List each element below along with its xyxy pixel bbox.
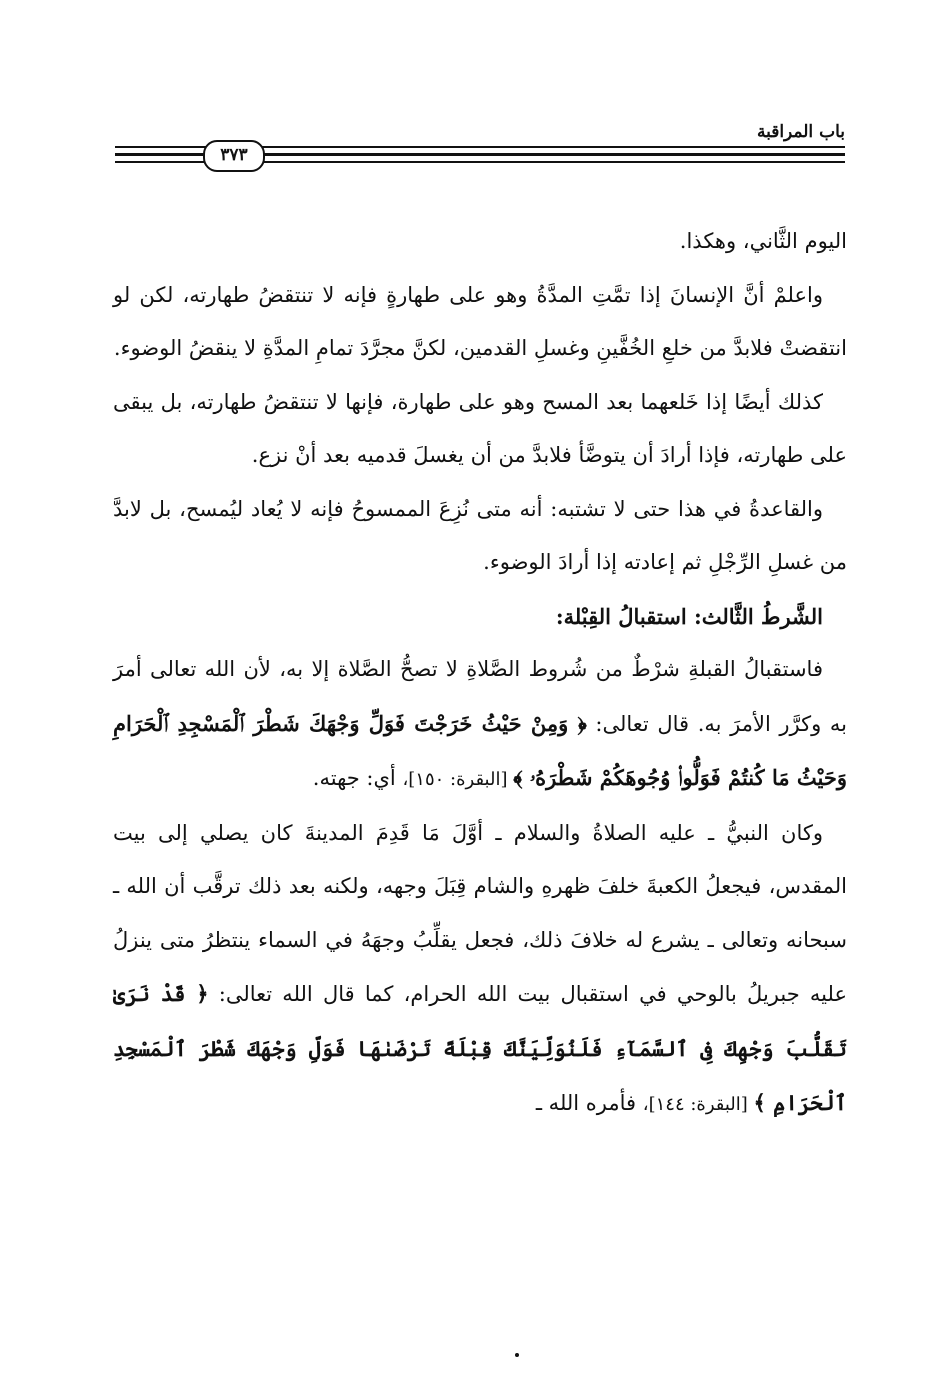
paragraph-2: واعلمْ أنَّ الإنسانَ إذا تمَّتِ المدَّةُ وهو على طهارةٍ فإنه لا تنتقضُ طهارته، لكن لو انتقضتْ فلابدَّ من خلعِ الخُفَّينِ وغسلِ القدمين، لكنَّ مجرَّدَ تمامِ المدَّةِ لا ينقضُ الوضوء. xyxy=(113,282,847,360)
paragraph-5-text-b: أي: جهته. xyxy=(312,766,403,790)
paragraph-6-text-b: فأمره الله ـ xyxy=(535,1091,643,1115)
paragraph-1: اليوم الثَّاني، وهكذا. xyxy=(679,229,847,253)
paragraph-5-text-a: فاستقبالُ القبلةِ شرْطٌ من شُروط الصَّلاةِ لا تصحُّ الصَّلاة إلا به، لأن الله تعالى أمرَ به وكرَّر الأمرَ به. قال تعالى: xyxy=(113,657,847,736)
page-header xyxy=(115,112,845,172)
body-text xyxy=(113,215,847,1132)
paragraph-6 xyxy=(113,807,847,1132)
chapter-title: باب المراقبة xyxy=(756,122,845,142)
page-number: ٣٧٣ xyxy=(203,140,265,172)
footer-dot xyxy=(515,1353,519,1357)
paragraph-3: كذلك أيضًا إذا خَلعهما بعد المسح وهو على طهارة، فإنها لا تنتقضُ طهارته، بل يبقى على طهارته، فإذا أرادَ أن يتوضَّأ فلابدَّ من أن يغسلَ قدميه بعد أنْ نزع. xyxy=(113,389,847,467)
quran-verse: ﴿ وَمِنْ حَيْثُ خَرَجْتَ فَوَلِّ وَجْهَكَ شَطْرَ ٱلْمَسْجِدِ ٱلْحَرَامِ وَحَيْثُ مَا كُنتُمْ فَوَلُّوا۟ وُجُوهَكُمْ شَطْرَهُۥ ﴾ xyxy=(113,710,847,790)
paragraph-4: والقاعدةُ في هذا حتى لا تشتبه: أنه متى نُزِعَ الممسوحُ فإنه لا يُعاد ليُمسح، بل لابدَّ من غسلِ الرِّجْلِ ثم إعادته إذا أرادَ الوضوء. xyxy=(113,496,847,574)
verse-reference: [البقرة: ١٥٠]، xyxy=(402,769,514,790)
section-heading: الشَّرطُ الثَّالث: استقبالُ القِبْلة: xyxy=(555,603,823,629)
paragraph-5 xyxy=(113,643,847,807)
verse-reference: [البقرة: ١٤٤]، xyxy=(642,1094,754,1115)
quran-verse: ﴿ قَدْ نَرَىٰ تَقَلُّبَ وَجْهِكَ فِى ٱلسَّمَآءِ فَلَنُوَلِّيَنَّكَ قِبْلَةً تَرْضَىٰهَا فَوَلِّ وَجْهَكَ شَطْرَ ٱلْمَسْجِدِ ٱلْحَرَامِ ﴾ xyxy=(113,981,847,1115)
paragraph-6-text-a: وكان النبيُّ ـ عليه الصلاةُ والسلام ـ أوَّلَ مَا قَدِمَ المدينةَ كان يصلي إلى بيت المقدس، فيجعلُ الكعبةَ خلفَ ظهرهِ والشام قِبَلَ وجهه، ولكنه بعد ذلك ترقَّب أن الله ـ سبحانه وتعالى ـ يشرع له خلافَ ذلك، فجعل يقلِّبُ وجهَهُ في السماء ينتظرُ متى ينزلُ عليه جبريلُ بالوحي في استقبال بيت الله الحرام، كما قال الله تعالى: xyxy=(113,820,847,1006)
